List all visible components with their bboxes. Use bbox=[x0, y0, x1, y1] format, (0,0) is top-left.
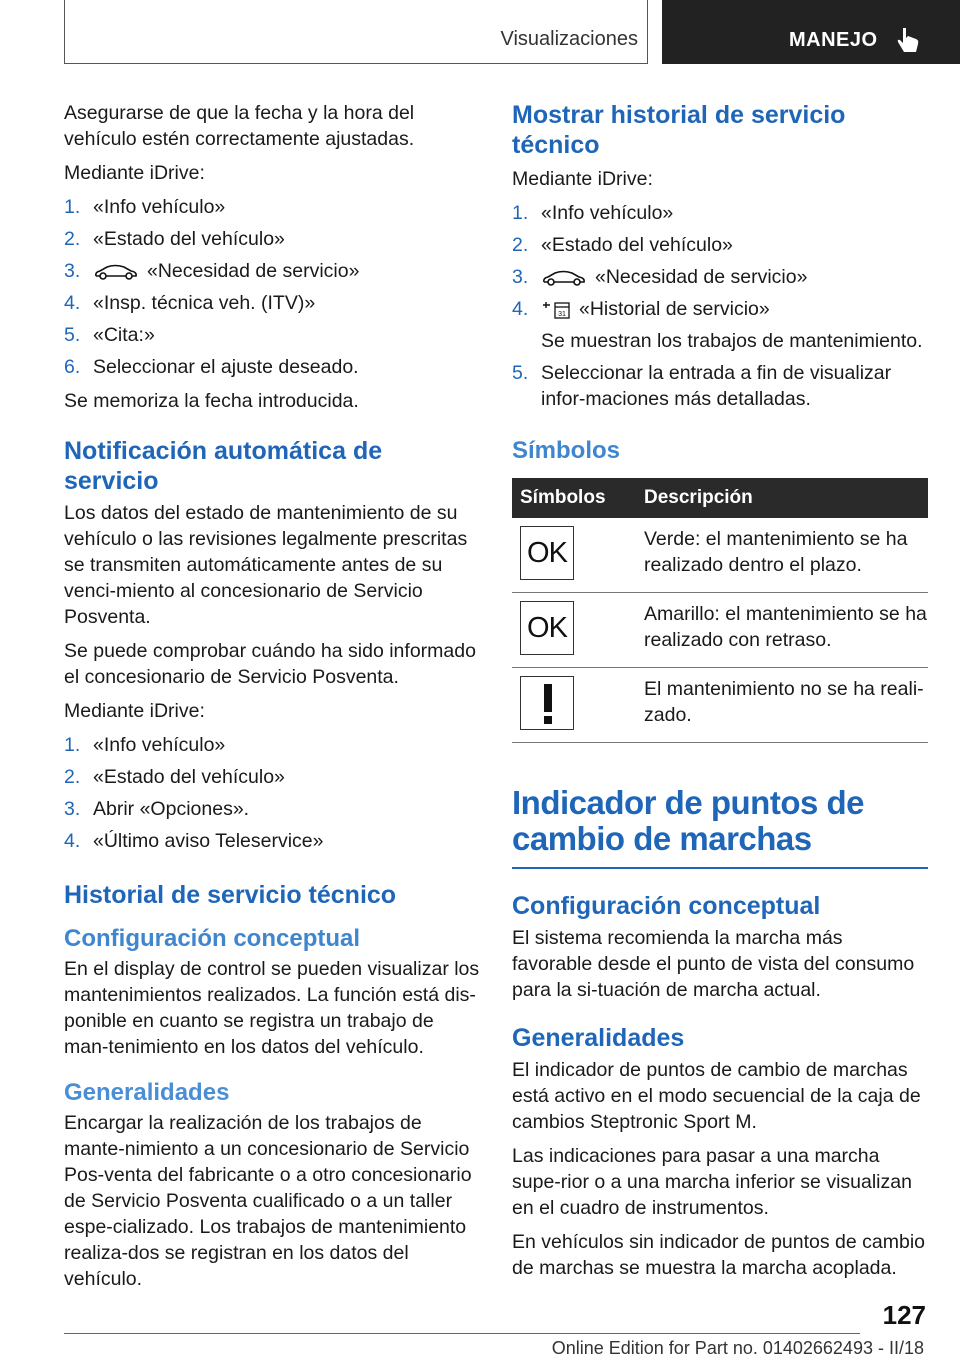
step-text: «Historial de servicio» bbox=[579, 298, 770, 320]
table-cell-symbol bbox=[512, 593, 634, 668]
list-item bbox=[512, 200, 928, 226]
step-text: «Estado del vehículo» bbox=[93, 228, 285, 250]
list-item bbox=[64, 194, 482, 220]
step-text: «Info vehículo» bbox=[541, 202, 674, 224]
ok-green-symbol: OK bbox=[520, 526, 574, 580]
step-number: 4. bbox=[512, 298, 529, 320]
car-icon bbox=[93, 263, 139, 281]
table-row bbox=[512, 593, 928, 668]
subsection-heading: Configuración conceptual bbox=[64, 925, 361, 952]
step-text: Seleccionar la entrada a fin de visualizar infor-maciones más detalladas. bbox=[541, 362, 892, 410]
footer-divider bbox=[64, 1333, 860, 1334]
table-header-description: Descripción bbox=[634, 478, 928, 518]
paragraph: Mediante iDrive: bbox=[64, 700, 205, 722]
step-number: 1. bbox=[512, 202, 529, 224]
list-item bbox=[64, 354, 482, 380]
step-text: «Info vehículo» bbox=[93, 196, 226, 218]
step-text: «Necesidad de servicio» bbox=[595, 266, 808, 288]
step-subtext: Se muestran los trabajos de mantenimiento. bbox=[541, 330, 923, 352]
section-heading: Configuración conceptual bbox=[512, 892, 821, 920]
list-item bbox=[64, 796, 482, 822]
list-item bbox=[64, 828, 482, 854]
step-number: 2. bbox=[64, 228, 81, 250]
list-item bbox=[64, 732, 482, 758]
step-number: 1. bbox=[64, 734, 81, 756]
step-text: «Necesidad de servicio» bbox=[147, 260, 360, 282]
table-cell-description: El mantenimiento no se ha reali-zado. bbox=[634, 668, 928, 743]
ok-yellow-symbol: OK bbox=[520, 601, 574, 655]
step-list bbox=[64, 194, 482, 380]
paragraph: Se memoriza la fecha introducida. bbox=[64, 390, 359, 412]
header-section-title: Visualizaciones bbox=[500, 28, 638, 50]
table-header-row bbox=[512, 478, 928, 518]
step-text: «Estado del vehículo» bbox=[93, 766, 285, 788]
step-text: «Último aviso Teleservice» bbox=[93, 830, 324, 852]
table-header-symbols: Símbolos bbox=[512, 478, 634, 518]
section-heading: Historial de servicio técnico bbox=[64, 881, 397, 909]
section-heading: Mostrar historial de servicio técnico bbox=[512, 101, 846, 159]
chapter-heading: Indicador de puntos de cambio de marchas bbox=[512, 785, 928, 869]
left-column bbox=[64, 100, 482, 1300]
car-icon bbox=[541, 269, 587, 287]
table-cell-description: Amarillo: el mantenimiento se ha realizado con retraso. bbox=[634, 593, 928, 668]
paragraph: Mediante iDrive: bbox=[512, 168, 653, 190]
list-item bbox=[512, 264, 928, 290]
table-cell-symbol bbox=[512, 668, 634, 743]
step-number: 3. bbox=[512, 266, 529, 288]
step-number: 2. bbox=[512, 234, 529, 256]
paragraph: En el display de control se pueden visualizar los mantenimientos realizados. La función está dis-ponible en cuanto se registra un trabajo de man-tenimiento en los datos del vehículo. bbox=[64, 958, 480, 1058]
paragraph: Encargar la realización de los trabajos de mante-nimiento a un concesionario de Servicio Pos-venta del fabricante o a otro concesionario de Servicio Posventa cualificado o a un taller espe-cializado. Los trabajos de mantenimiento realiza-dos se registran en los datos del vehículo. bbox=[64, 1112, 472, 1290]
step-number: 3. bbox=[64, 798, 81, 820]
table-row bbox=[512, 668, 928, 743]
footer-edition: Online Edition for Part no. 01402662493 - II/18 bbox=[551, 1338, 924, 1358]
warning-icon bbox=[520, 676, 574, 730]
step-number: 1. bbox=[64, 196, 81, 218]
list-item bbox=[64, 290, 482, 316]
paragraph: Se puede comprobar cuándo ha sido informado el concesionario de Servicio Posventa. bbox=[64, 640, 476, 688]
step-text: Seleccionar el ajuste deseado. bbox=[93, 356, 359, 378]
step-number: 4. bbox=[64, 830, 81, 852]
table-row bbox=[512, 518, 928, 593]
table-cell-symbol bbox=[512, 518, 634, 593]
table-cell-description: Verde: el mantenimiento se ha realizado dentro el plazo. bbox=[634, 518, 928, 593]
step-text: «Cita:» bbox=[93, 324, 155, 346]
paragraph: El sistema recomienda la marcha más favorable desde el punto de vista del consumo para la si-tuación de marcha actual. bbox=[512, 927, 915, 1001]
list-item bbox=[64, 764, 482, 790]
paragraph: Los datos del estado de mantenimiento de su vehículo o las revisiones legalmente prescritas se transmiten automáticamente antes de su venci-miento al concesionario de Servicio Posventa. bbox=[64, 502, 468, 628]
paragraph: Asegurarse de que la fecha y la hora del vehículo estén correctamente ajustadas. bbox=[64, 102, 415, 150]
subsection-heading: Generalidades bbox=[64, 1079, 230, 1106]
step-number: 5. bbox=[512, 362, 529, 384]
list-item bbox=[64, 258, 482, 284]
paragraph: Las indicaciones para pasar a una marcha supe-rior o a una marcha inferior se visualizan en el cuadro de instrumentos. bbox=[512, 1145, 912, 1219]
paragraph: Mediante iDrive: bbox=[64, 162, 205, 184]
step-number: 3. bbox=[64, 260, 81, 282]
header-chapter-title: MANEJO bbox=[789, 29, 878, 51]
page-number: 127 bbox=[882, 1300, 926, 1330]
svg-text:31: 31 bbox=[558, 310, 566, 318]
step-list bbox=[64, 732, 482, 854]
list-item bbox=[64, 226, 482, 252]
section-heading: Generalidades bbox=[512, 1024, 685, 1052]
service-history-icon bbox=[541, 300, 571, 320]
step-text: Abrir «Opciones». bbox=[93, 798, 250, 820]
list-item bbox=[64, 322, 482, 348]
step-text: «Insp. técnica veh. (ITV)» bbox=[93, 292, 316, 314]
step-number: 5. bbox=[64, 324, 81, 346]
list-item bbox=[512, 360, 928, 412]
hand-pointer-icon bbox=[895, 26, 921, 54]
list-item bbox=[512, 232, 928, 258]
section-heading: Notificación automática de servicio bbox=[64, 437, 383, 495]
step-list bbox=[512, 200, 928, 412]
step-text: «Info vehículo» bbox=[93, 734, 226, 756]
step-number: 2. bbox=[64, 766, 81, 788]
step-number: 4. bbox=[64, 292, 81, 314]
paragraph: En vehículos sin indicador de puntos de cambio de marchas se muestra la marcha acoplada. bbox=[512, 1231, 926, 1279]
step-text: «Estado del vehículo» bbox=[541, 234, 733, 256]
paragraph: El indicador de puntos de cambio de marchas está activo en el modo secuencial de la caja de cambios Steptronic Sport M. bbox=[512, 1059, 921, 1133]
list-item bbox=[512, 296, 928, 354]
symbols-table bbox=[512, 478, 928, 743]
subsection-heading: Símbolos bbox=[512, 437, 621, 464]
right-column bbox=[512, 100, 928, 1289]
step-number: 6. bbox=[64, 356, 81, 378]
